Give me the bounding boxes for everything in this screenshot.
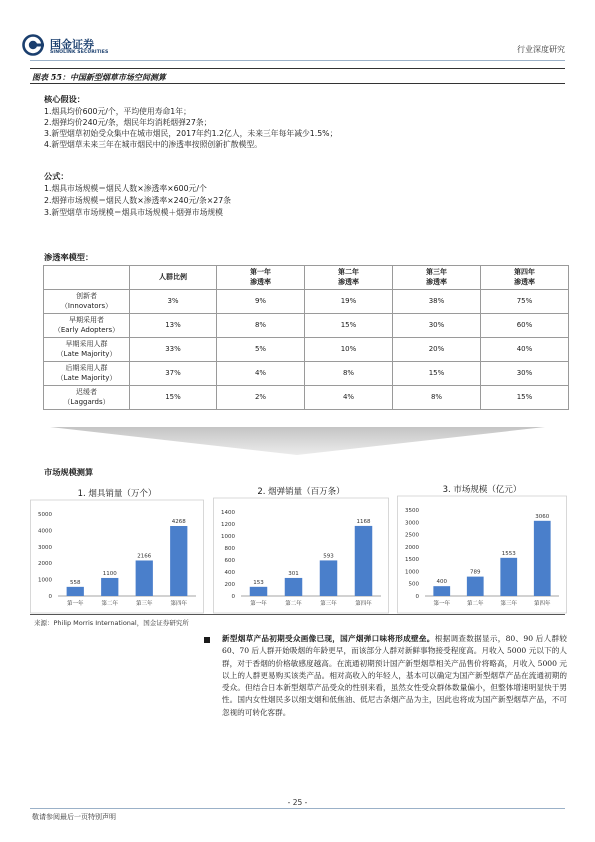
bar-value-label: 400: [436, 579, 447, 586]
y-tick-label: 3500: [405, 508, 419, 514]
row-label: 创新者 （Innovators）: [44, 290, 130, 314]
bar-value-label: 593: [323, 553, 334, 560]
row-label: 早期采用者 （Early Adopters）: [44, 314, 130, 338]
table-cell: 15%: [130, 386, 217, 410]
table-cell: 20%: [393, 338, 481, 362]
analysis-paragraph: [222, 633, 567, 719]
table-cell: 33%: [130, 338, 217, 362]
table-cell: 5%: [217, 338, 305, 362]
penetration-table: [43, 265, 569, 410]
x-tick-label: 第二年: [466, 601, 484, 607]
chart-pod-sales: [213, 484, 389, 614]
assumption-item: 2.烟弹均价240元/条，烟民年均消耗烟弹27条；: [44, 118, 212, 127]
y-tick-label: 600: [224, 558, 235, 564]
chart-lighter-sales: [30, 486, 204, 614]
bar: [170, 526, 187, 596]
bar-value-label: 789: [470, 569, 481, 576]
table-row: [44, 338, 569, 362]
bar: [67, 587, 84, 596]
paragraph-body: 根据调查数据显示，80、90 后人群较 60、70 后人群开始吸烟的年龄更早，而该部分人群对新鲜事物接受程度高。月收入 5000 元以下的人群，对于香烟的价格敏感度越高。在流通初期预计国产新型烟草相关产品售价将略高，月收入 5000 元以上的人群更易购买该类产品。相对高收入的年轻人，基本可以确定为国产新型烟草产品在流通初期的受众。但结合日本新型烟草产品受众的性别来看，虽然女性受众群体数量偏小，但整体增速明显快于男性。国内女性烟民多以细支烟和低焦油、低尼古条烟产品为主，因此也将成为国产新型烟草产品，不可忽视的可转化客群。: [222, 634, 567, 717]
y-tick-label: 3000: [38, 544, 52, 551]
bar-value-label: 1100: [102, 570, 117, 577]
paragraph-lead: 新型烟草产品初期受众画像已现，国产烟弹口味将形成壁垒。: [222, 634, 435, 643]
sinolink-logo-icon: [22, 34, 48, 56]
footer-divider: [30, 808, 565, 809]
bullet-square-icon: [204, 637, 210, 643]
y-tick-label: 400: [224, 570, 235, 576]
y-tick-label: 0: [231, 594, 235, 600]
table-cell: 8%: [393, 386, 481, 410]
assumption-item: 3.新型烟草初始受众集中在城市烟民，2017年约1.2亿人，未来三年每年减少1.5%；: [44, 129, 338, 138]
y-tick-label: 1000: [405, 569, 419, 576]
table-cell: 8%: [305, 362, 393, 386]
table-cell: 75%: [481, 290, 569, 314]
y-tick-label: 1400: [221, 510, 235, 516]
bar-value-label: 3060: [535, 513, 550, 520]
y-tick-label: 0: [48, 594, 52, 600]
x-tick-label: 第二年: [101, 601, 119, 607]
table-cell: 15%: [393, 362, 481, 386]
source-note: 来源：Philip Morris International，国金证券研究所: [34, 619, 189, 627]
bar-value-label: 301: [288, 570, 299, 577]
table-cell: 4%: [217, 362, 305, 386]
table-header-cell: 第三年 渗透率: [393, 266, 481, 290]
bar: [534, 521, 551, 596]
bar: [101, 578, 118, 596]
bar: [355, 526, 373, 596]
chart-title: 2. 烟弹销量（百万条）: [257, 487, 345, 497]
x-tick-label: 第三年: [500, 601, 518, 607]
table-cell: 10%: [305, 338, 393, 362]
figure-title: 图表 55：中国新型烟草市场空间测算: [32, 72, 166, 82]
chart-title: 3. 市场规模（亿元）: [442, 485, 522, 495]
assumptions-heading: 核心假设：: [44, 94, 85, 104]
assumption-item: 4.新型烟草未来三年在城市烟民中的渗透率按照创新扩散模型。: [44, 140, 262, 149]
y-tick-label: 1000: [221, 534, 235, 540]
x-tick-label: 第一年: [433, 601, 451, 607]
page-number: - 25 -: [287, 798, 308, 807]
table-cell: 40%: [481, 338, 569, 362]
brand-name-cn: 国金证券: [50, 38, 94, 51]
y-tick-label: 1000: [38, 577, 52, 584]
penetration-heading: 渗透率模型：: [44, 252, 94, 262]
bar: [500, 558, 517, 596]
bar-value-label: 558: [70, 579, 81, 586]
bar-value-label: 1168: [356, 518, 371, 525]
x-tick-label: 第四年: [170, 601, 188, 607]
chart-title: 1. 烟具销量（万个）: [77, 489, 157, 499]
bar-value-label: 153: [253, 579, 264, 586]
table-row: [44, 290, 569, 314]
table-cell: 30%: [481, 362, 569, 386]
x-tick-label: 第四年: [355, 601, 372, 607]
formula-item: 2.烟弹市场规模＝烟民人数×渗透率×240元/条×27条: [44, 196, 232, 205]
bar: [285, 578, 303, 596]
table-header-cell: 人群比例: [130, 266, 217, 290]
table-header-cell: 第一年 渗透率: [217, 266, 305, 290]
bar-value-label: 1553: [501, 550, 516, 557]
row-label: 迟缓者 （Laggards）: [44, 386, 130, 410]
assumption-item: 1.烟具均价600元/个，平均使用寿命1年；: [44, 107, 191, 116]
y-tick-label: 2000: [38, 561, 52, 568]
y-tick-label: 2000: [405, 544, 419, 551]
source-divider: [30, 614, 565, 615]
y-tick-label: 800: [224, 546, 235, 552]
table-cell: 13%: [130, 314, 217, 338]
table-cell: 37%: [130, 362, 217, 386]
bar: [136, 560, 153, 596]
table-cell: 2%: [217, 386, 305, 410]
table-cell: 4%: [305, 386, 393, 410]
table-header-row: [44, 266, 569, 290]
bar: [320, 560, 338, 596]
y-tick-label: 3000: [405, 520, 419, 527]
table-header-cell: 第四年 渗透率: [481, 266, 569, 290]
table-cell: 15%: [305, 314, 393, 338]
row-label: 后期采用人群 （Late Majority）: [44, 362, 130, 386]
table-header-cell: 第二年 渗透率: [305, 266, 393, 290]
bar: [250, 587, 268, 596]
x-tick-label: 第二年: [285, 601, 302, 607]
chart-market-size: [397, 482, 567, 614]
table-cell: 8%: [217, 314, 305, 338]
header-divider: [30, 60, 565, 61]
table-row: [44, 386, 569, 410]
bar: [467, 577, 484, 596]
formula-item: 3.新型烟草市场规模＝烟具市场规模＋烟弹市场规模: [44, 208, 223, 217]
bar: [433, 586, 450, 596]
footer-disclaimer: 敬请参阅最后一页特别声明: [32, 813, 116, 821]
table-cell: 3%: [130, 290, 217, 314]
y-tick-label: 1200: [221, 522, 235, 528]
market-heading: 市场规模测算: [44, 467, 94, 477]
y-tick-label: 4000: [38, 528, 52, 535]
table-cell: 60%: [481, 314, 569, 338]
x-tick-label: 第四年: [533, 601, 551, 607]
y-tick-label: 500: [408, 581, 419, 588]
brand-name-en: SINOLINK SECURITIES: [50, 50, 109, 55]
table-row: [44, 314, 569, 338]
x-tick-label: 第三年: [135, 601, 153, 607]
x-tick-label: 第一年: [250, 601, 267, 607]
table-cell: 19%: [305, 290, 393, 314]
row-label: 早期采用人群 （Late Majority）: [44, 338, 130, 362]
table-cell: 9%: [217, 290, 305, 314]
y-tick-label: 1500: [405, 557, 419, 564]
x-tick-label: 第三年: [320, 601, 337, 607]
y-tick-label: 0: [415, 594, 419, 600]
table-cell: 15%: [481, 386, 569, 410]
table-corner: [44, 266, 130, 290]
table-cell: 38%: [393, 290, 481, 314]
formulas-heading: 公式：: [44, 171, 69, 181]
y-tick-label: 200: [224, 582, 235, 588]
table-row: [44, 362, 569, 386]
bar-value-label: 4268: [171, 519, 186, 526]
x-tick-label: 第一年: [66, 601, 84, 607]
down-arrow-shape: [50, 427, 545, 455]
bar-value-label: 2166: [137, 553, 152, 560]
formula-item: 1.烟具市场规模＝烟民人数×渗透率×600元/个: [44, 184, 207, 193]
table-cell: 30%: [393, 314, 481, 338]
report-type: 行业深度研究: [517, 45, 565, 54]
y-tick-label: 5000: [38, 512, 52, 518]
y-tick-label: 2500: [405, 532, 419, 539]
